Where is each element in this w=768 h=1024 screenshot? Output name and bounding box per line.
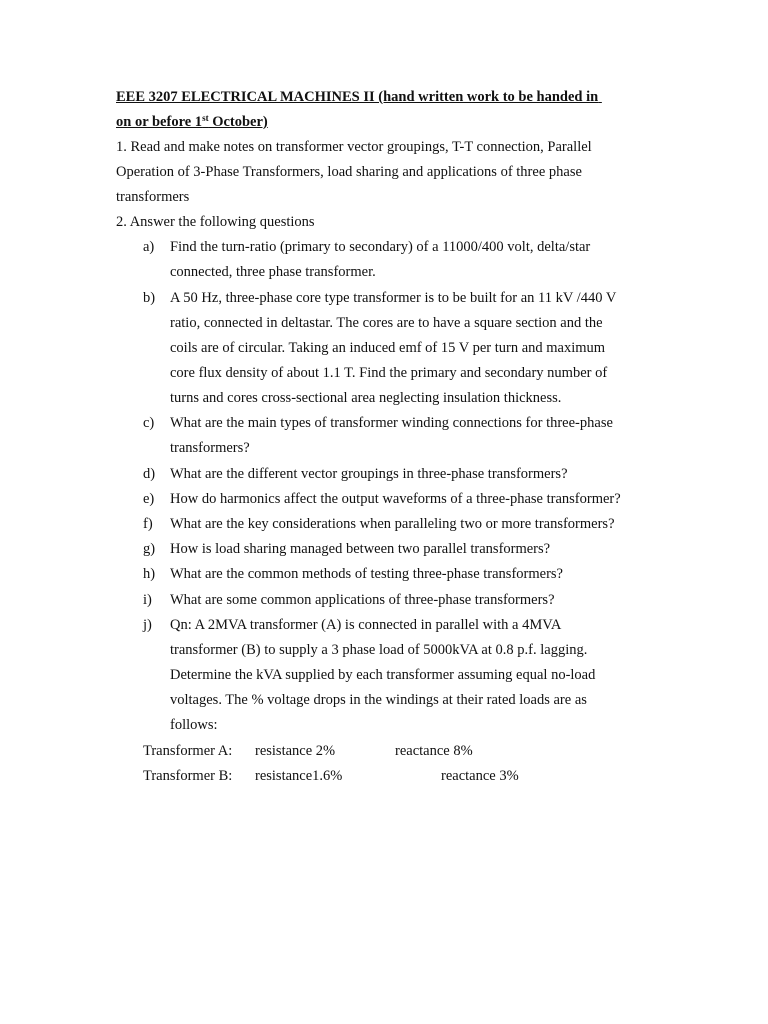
- title-text-2-prefix: on or before 1: [116, 114, 203, 130]
- question-label: i): [143, 592, 152, 608]
- title-superscript: st: [202, 113, 209, 123]
- question-text: coils are of circular. Taking an induced emf of 15 V per turn and maximum: [170, 340, 606, 356]
- transformer-resistance: resistance 2%: [255, 743, 336, 759]
- question-text: follows:: [170, 717, 218, 733]
- question-label: b): [143, 290, 156, 306]
- question-text: connected, three phase transformer.: [170, 264, 376, 280]
- question-text: ratio, connected in deltastar. The cores are to have a square section and the: [170, 315, 603, 331]
- question-text: transformers?: [170, 440, 250, 456]
- question-label: j): [143, 617, 152, 633]
- point1-line-2: Operation of 3-Phase Transformers, load sharing and applications of three phase: [116, 164, 582, 180]
- question-text: transformer (B) to supply a 3 phase load of 5000kVA at 0.8 p.f. lagging.: [170, 642, 588, 658]
- question-text: Find the turn-ratio (primary to secondary) of a 11000/400 volt, delta/star: [170, 239, 591, 255]
- transformer-name: Transformer A:: [143, 743, 233, 759]
- transformer-name: Transformer B:: [143, 768, 233, 784]
- question-text: What are the main types of transformer winding connections for three-phase: [170, 415, 613, 431]
- question-text: What are the different vector groupings in three-phase transformers?: [170, 466, 568, 482]
- question-text: What are some common applications of three-phase transformers?: [170, 592, 555, 608]
- question-text: A 50 Hz, three-phase core type transformer is to be built for an 11 kV /440 V: [170, 290, 617, 306]
- question-label: e): [143, 491, 155, 507]
- document-title-line-2: [116, 113, 268, 131]
- question-label: g): [143, 541, 156, 557]
- transformer-reactance: reactance 8%: [395, 743, 473, 759]
- point1-line-1: 1. Read and make notes on transformer vector groupings, T-T connection, Parallel: [116, 139, 592, 155]
- question-text: voltages. The % voltage drops in the windings at their rated loads are as: [170, 692, 587, 708]
- document-title-line-1: [116, 88, 602, 106]
- title-text-2-suffix: October): [208, 114, 268, 130]
- question-text: turns and cores cross-sectional area neglecting insulation thickness.: [170, 390, 562, 406]
- question-text: How do harmonics affect the output waveforms of a three-phase transformer?: [170, 491, 621, 507]
- question-text: Determine the kVA supplied by each transformer assuming equal no-load: [170, 667, 596, 683]
- question-text: Qn: A 2MVA transformer (A) is connected in parallel with a 4MVA: [170, 617, 562, 633]
- title-text-1: EEE 3207 ELECTRICAL MACHINES II (hand written work to be handed in: [116, 89, 599, 105]
- question-label: c): [143, 415, 155, 431]
- transformer-resistance: resistance1.6%: [255, 768, 343, 784]
- question-text: core flux density of about 1.1 T. Find the primary and secondary number of: [170, 365, 608, 381]
- question-label: f): [143, 516, 153, 532]
- transformer-reactance: reactance 3%: [441, 768, 519, 784]
- question-label: h): [143, 566, 156, 582]
- question-label: d): [143, 466, 156, 482]
- question-text: What are the key considerations when paralleling two or more transformers?: [170, 516, 615, 532]
- question-label: a): [143, 239, 155, 255]
- point1-line-3: transformers: [116, 189, 190, 205]
- question-text: What are the common methods of testing three-phase transformers?: [170, 566, 563, 582]
- question-text: How is load sharing managed between two parallel transformers?: [170, 541, 551, 557]
- point2-heading: 2. Answer the following questions: [116, 214, 315, 230]
